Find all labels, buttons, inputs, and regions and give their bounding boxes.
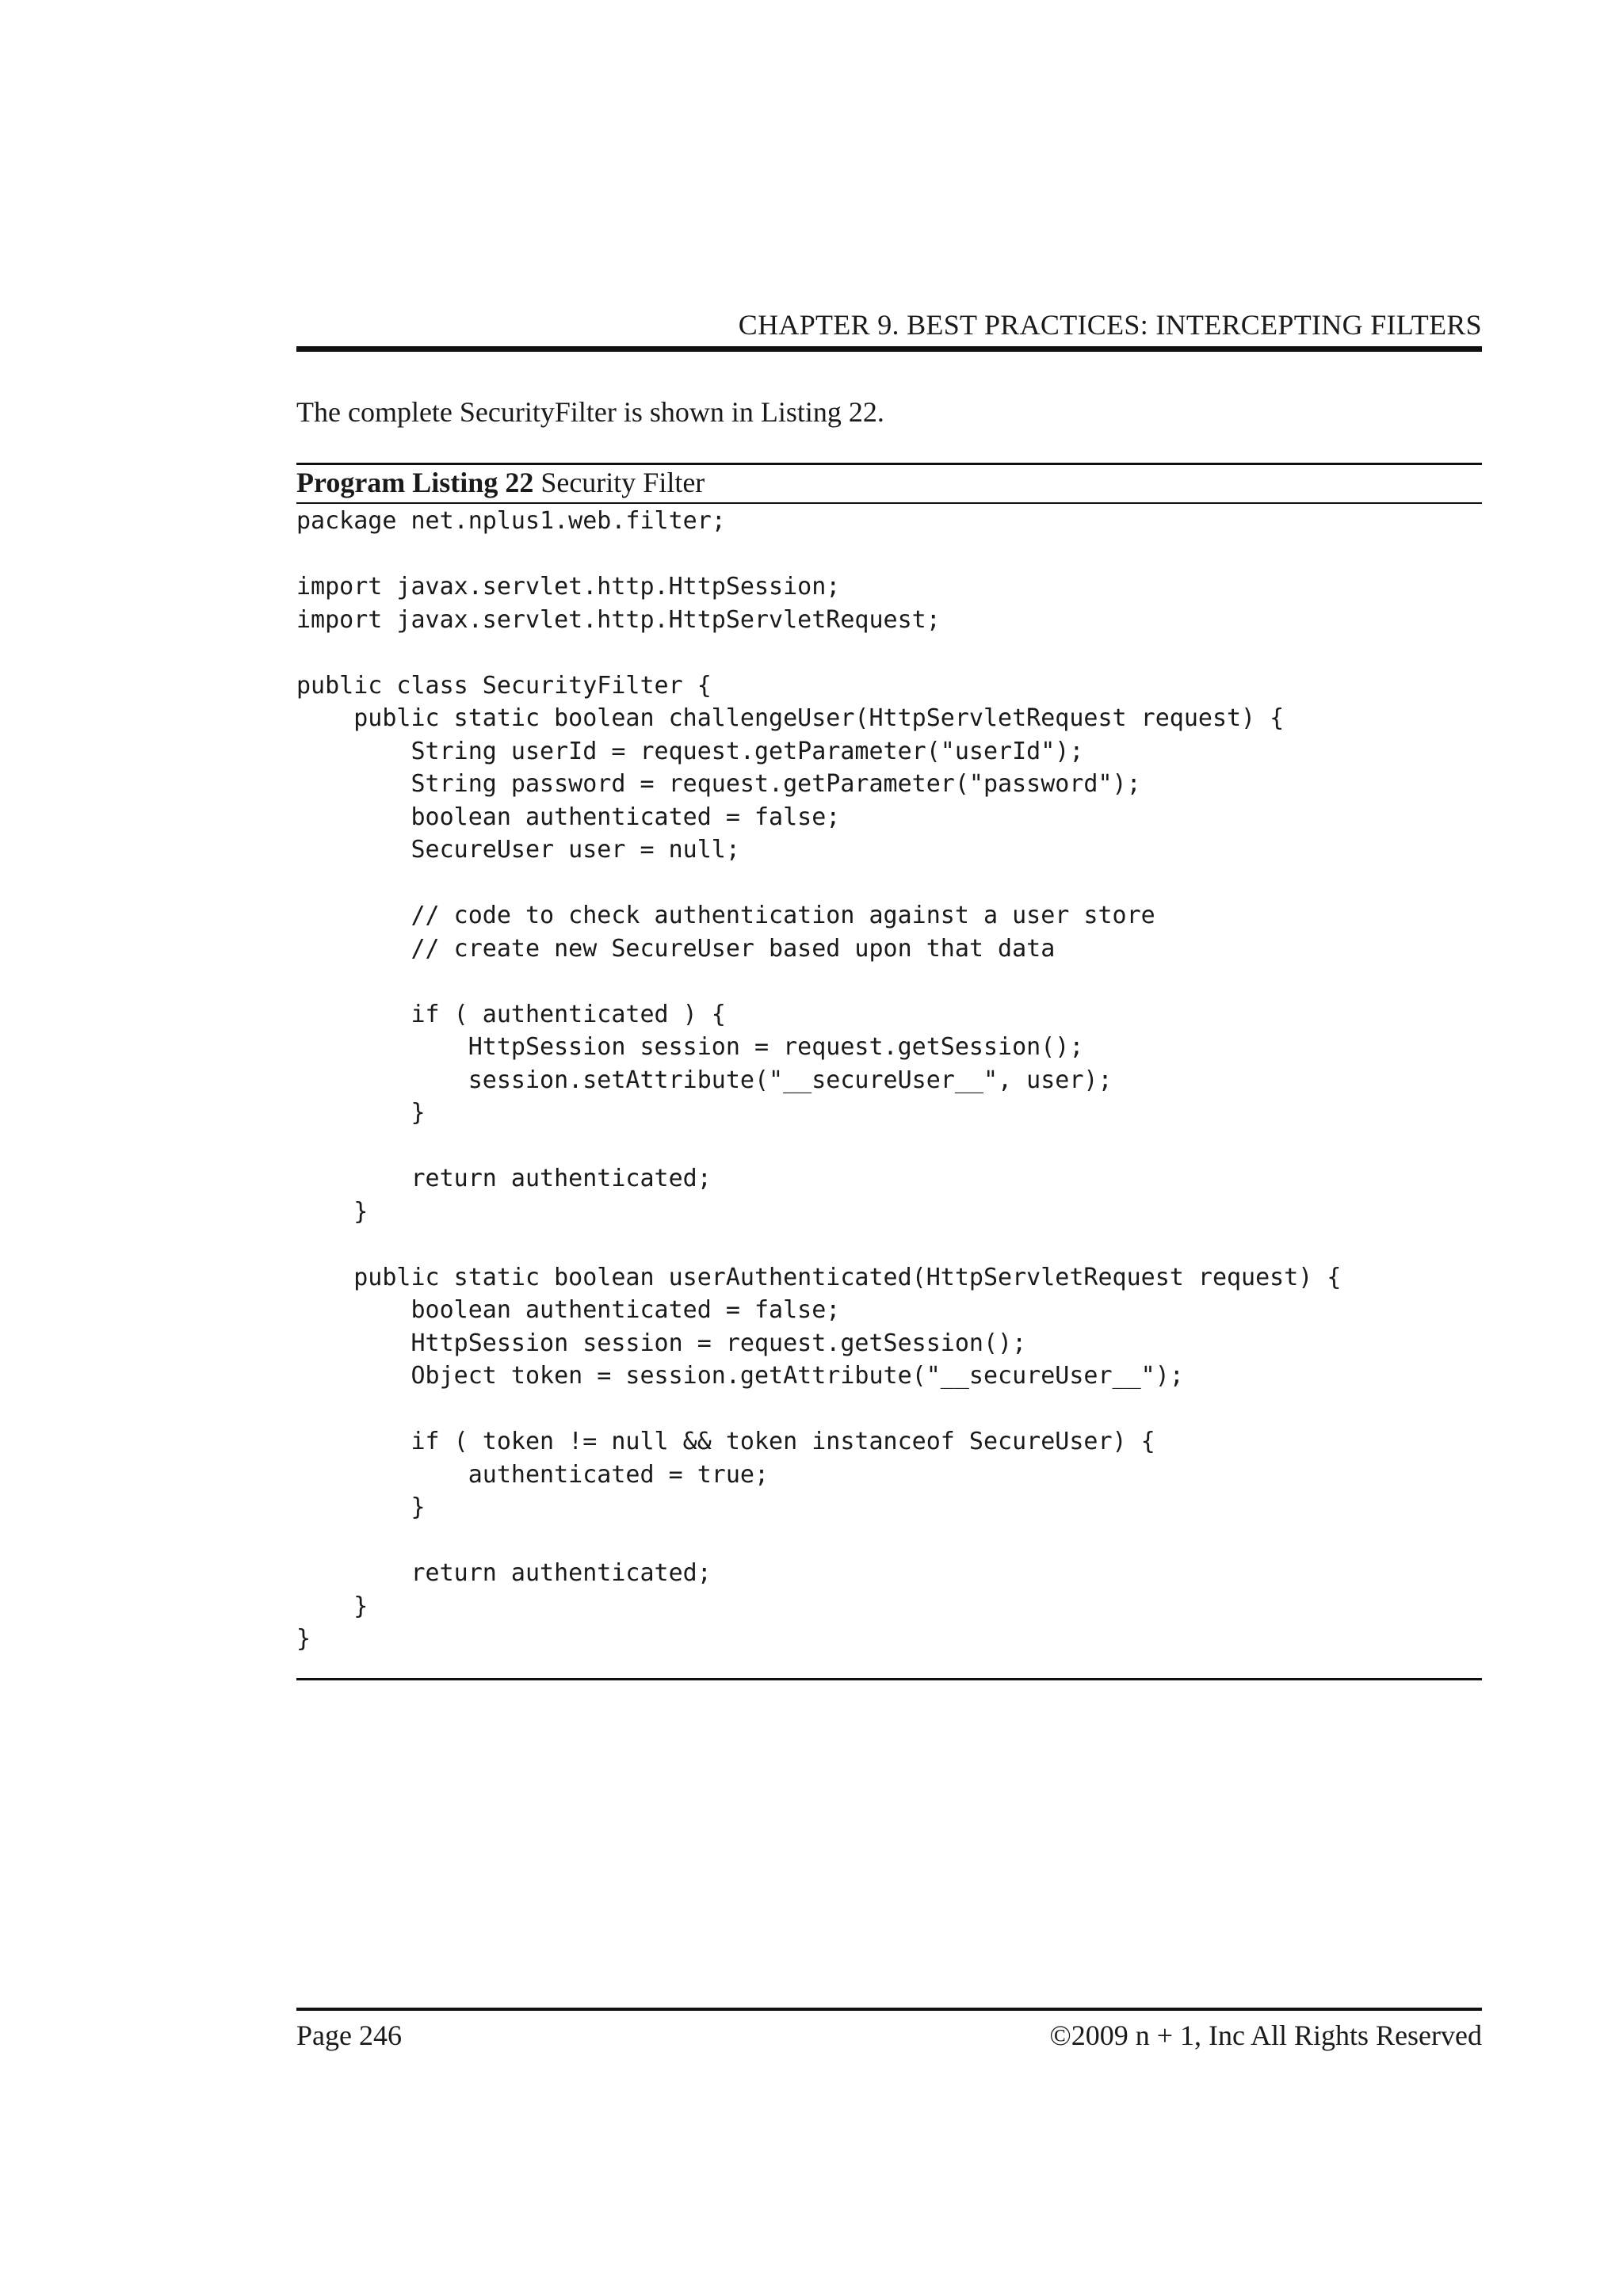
listing-bottom-rule	[296, 1678, 1482, 1680]
header-rule	[296, 346, 1482, 352]
code-line	[296, 1524, 1342, 1558]
code-line	[296, 1393, 1342, 1426]
code-line	[296, 965, 1342, 998]
code-line: boolean authenticated = false;	[296, 803, 841, 831]
code-line: session.setAttribute("__secureUser__", user);	[296, 1066, 1113, 1094]
code-line: if ( authenticated ) {	[296, 1000, 726, 1028]
code-line: boolean authenticated = false;	[296, 1296, 841, 1324]
code-line: import javax.servlet.http.HttpServletRequest;	[296, 605, 941, 634]
code-line: public static boolean challengeUser(HttpServletRequest request) {	[296, 704, 1285, 732]
code-listing	[296, 505, 1342, 1656]
code-line	[296, 636, 1342, 669]
code-line: return authenticated;	[296, 1559, 712, 1587]
code-line: }	[296, 1197, 369, 1226]
listing-title: Security Filter	[540, 467, 705, 498]
code-line: }	[296, 1493, 426, 1521]
code-line: HttpSession session = request.getSession();	[296, 1033, 1084, 1061]
code-line	[296, 1228, 1342, 1261]
footer-rule	[296, 2008, 1482, 2011]
code-line: authenticated = true;	[296, 1460, 769, 1489]
code-line	[296, 867, 1342, 900]
code-line: package net.nplus1.web.filter;	[296, 507, 726, 535]
running-head: CHAPTER 9. BEST PRACTICES: INTERCEPTING FILTERS	[738, 309, 1482, 341]
code-line: if ( token != null && token instanceof SecureUser) {	[296, 1428, 1155, 1455]
code-line: Object token = session.getAttribute("__secureUser__");	[296, 1362, 1184, 1390]
intro-paragraph: The complete SecurityFilter is shown in Listing 22.	[296, 396, 884, 428]
code-line: public static boolean userAuthenticated(HttpServletRequest request) {	[296, 1263, 1342, 1291]
code-line: String password = request.getParameter("password");	[296, 770, 1141, 798]
listing-caption-rule	[296, 502, 1482, 504]
code-line: // code to check authentication against a user store	[296, 902, 1155, 929]
code-line: }	[296, 1625, 311, 1653]
page-number: Page 246	[296, 2019, 402, 2051]
code-line: }	[296, 1099, 426, 1127]
listing-label: Program Listing 22	[296, 467, 534, 498]
copyright-notice: ©2009 n + 1, Inc All Rights Reserved	[1049, 2019, 1482, 2051]
code-line: import javax.servlet.http.HttpSession;	[296, 573, 841, 601]
book-page	[296, 0, 1482, 2296]
code-line: String userId = request.getParameter("userId");	[296, 737, 1084, 765]
code-line: }	[296, 1592, 369, 1620]
code-line: // create new SecureUser based upon that data	[296, 934, 1056, 963]
listing-caption	[296, 465, 705, 500]
code-line: SecureUser user = null;	[296, 836, 740, 864]
code-line: public class SecurityFilter {	[296, 671, 712, 700]
code-line: HttpSession session = request.getSession();	[296, 1329, 1027, 1357]
code-line: return authenticated;	[296, 1165, 712, 1192]
code-line	[296, 1130, 1342, 1163]
code-line	[296, 538, 1342, 571]
